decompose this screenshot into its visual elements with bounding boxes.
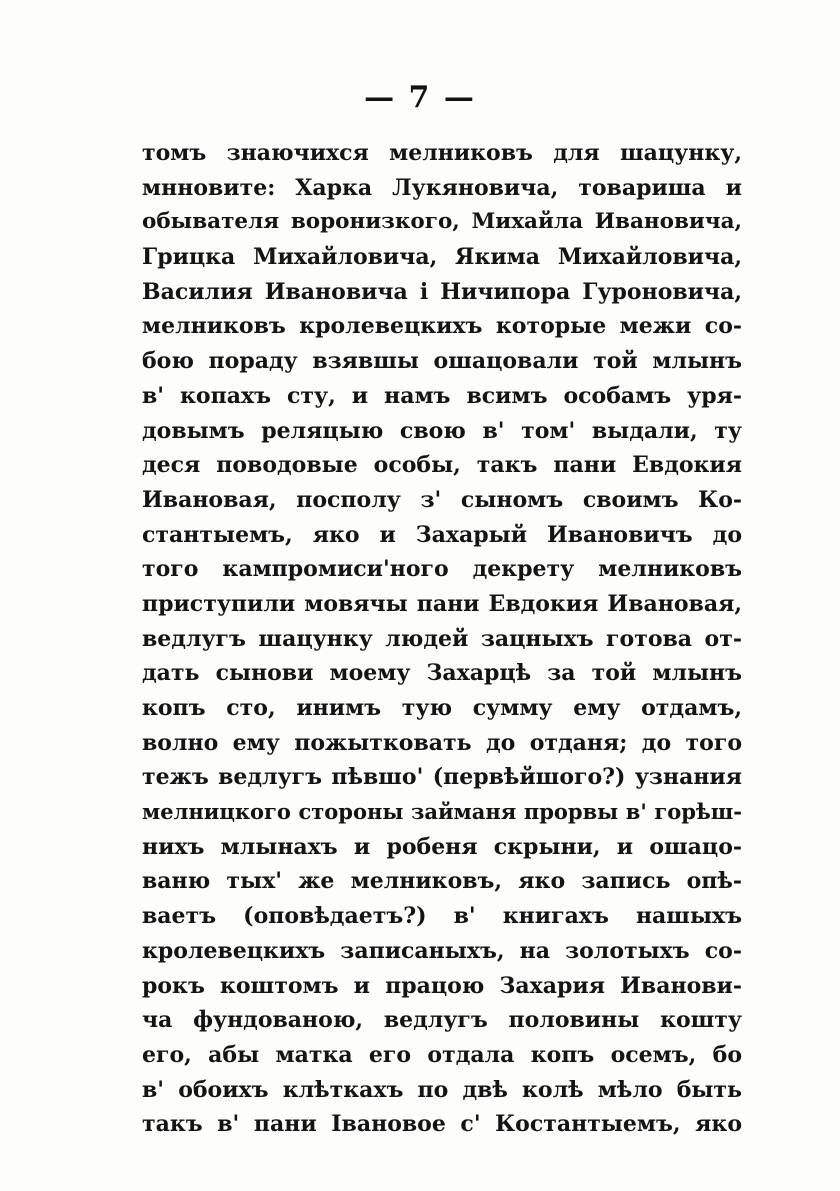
text-line: Ивановая, посполу з' сыномъ своимъ Ко- <box>142 486 742 513</box>
text-line: дать сынови моему Захарцѣ за той млынъ <box>142 660 742 687</box>
text-line: нихъ млынахъ и робеня скрыни, и ошацо- <box>142 833 742 860</box>
text-line: томъ знаючихся мелниковъ для шацунку, <box>142 140 742 166</box>
text-line: Василия Ивановича і Ничипора Гуроновича, <box>142 278 742 305</box>
text-line: его, абы матка его отдала копъ осемъ, бо <box>142 1041 742 1068</box>
text-line: мнновите: Харка Лукяновича, товариша и <box>142 174 742 201</box>
text-line: обывателя воронизкого, Михайла Ивановича, <box>142 209 742 235</box>
text-line: ваетъ (оповѣдаетъ?) в' книгахъ нашыхъ <box>142 903 742 930</box>
text-line: ваню тых' же мелниковъ, яко запись опѣ- <box>142 868 742 895</box>
text-line: волно ему пожытковать до отданя; до того <box>142 729 742 756</box>
text-line: того кампромиси'ного декрету мелниковъ <box>142 556 742 583</box>
text-line: такъ в' пани Івановое с' Костантыемъ, яко <box>142 1111 742 1138</box>
text-line: кролевецкихъ записаныхъ, на золотыхъ со- <box>142 937 742 964</box>
text-line: в' обоихъ клѣткахъ по двѣ колѣ мѣло быть <box>142 1076 742 1103</box>
text-line: довымъ реляцыю свою в' том' выдали, ту <box>142 417 742 444</box>
text-line: копъ сто, инимъ тую сумму ему отдамъ, <box>142 695 742 721</box>
text-line: приступили мовячы пани Евдокия Ивановая, <box>142 590 742 617</box>
text-line: в' копахъ сту, и намъ всимъ особамъ уря- <box>142 382 742 409</box>
text-line: деся поводовые особы, такъ пани Евдокия <box>142 452 742 479</box>
text-line: Грицка Михайловича, Якима Михайловича, <box>142 244 742 271</box>
text-line: ведлугъ шацунку людей зацныхъ готова от- <box>142 625 742 652</box>
text-line: бою пораду взявшы ошацовали той млынъ <box>142 348 742 375</box>
text-line: рокъ коштомъ и працою Захария Иванови- <box>142 972 742 999</box>
text-line: ча фундованою, ведлугъ половины кошту <box>142 1007 742 1034</box>
body-text <box>142 136 742 1142</box>
page-number: — 7 — <box>364 80 476 115</box>
text-line: стантыемъ, яко и Захарый Ивановичъ до <box>142 521 742 548</box>
text-line: мелниковъ кролевецкихъ которые межи со- <box>142 313 742 340</box>
text-line: мелницкого стороны займаня прорвы в' горѣш- <box>142 799 742 825</box>
text-line: тежъ ведлугъ пѣвшо' (первѣйшого?) узнания <box>142 764 742 791</box>
